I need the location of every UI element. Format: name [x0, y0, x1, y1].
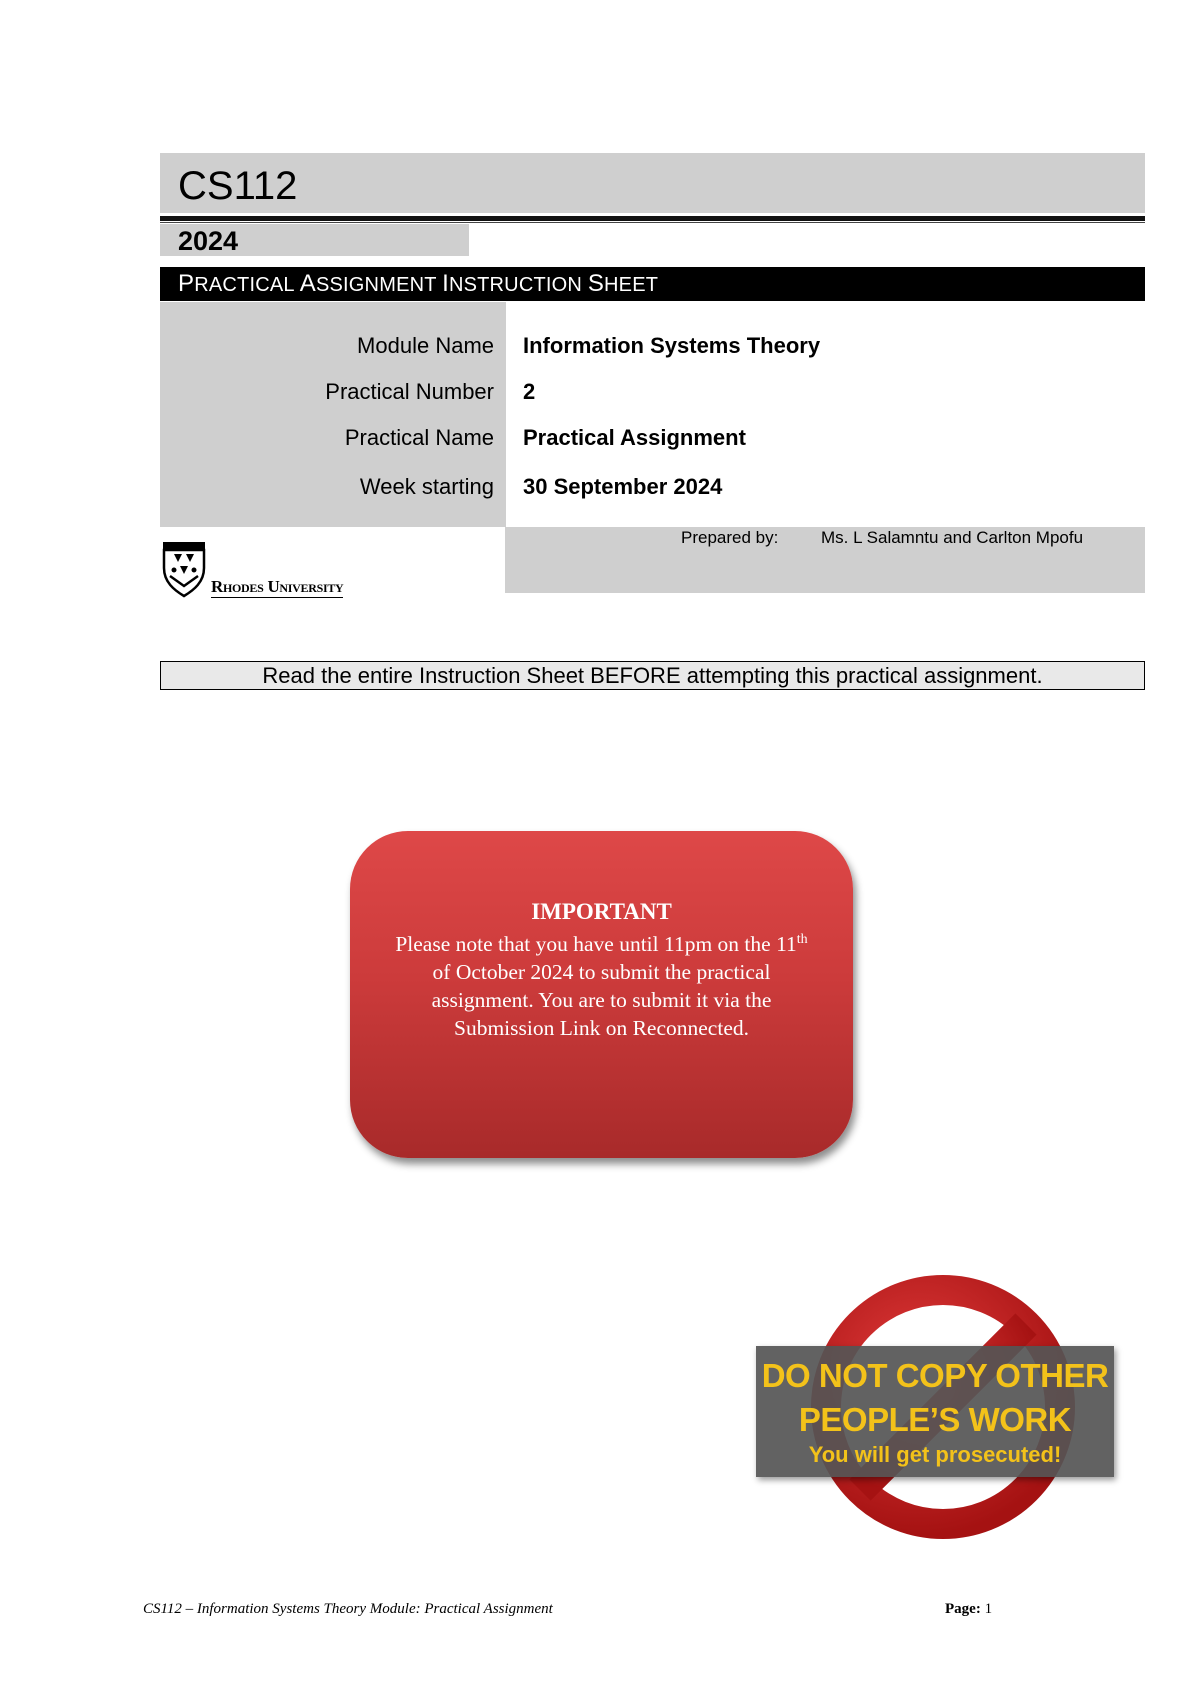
sheet-title-cap: A	[299, 270, 316, 297]
module-name-label: Module Name	[357, 333, 494, 358]
university-logo-text: Rhodes University	[211, 577, 344, 596]
header-rule	[160, 216, 1145, 221]
practical-name-label: Practical Name	[344, 425, 494, 450]
week-starting-label: Week starting	[359, 474, 494, 499]
footer-module-text: CS112 – Information Systems Theory Module: Practical Assignment	[143, 1601, 553, 1617]
important-body	[390, 926, 813, 1042]
year: 2024	[178, 226, 239, 256]
sheet-title	[178, 271, 658, 298]
prepared-by-label: Prepared by:	[681, 528, 779, 547]
page-number: 1	[984, 1601, 993, 1617]
week-starting-value: 30 September 2024	[523, 474, 723, 499]
important-body-text: Please note that you have until 11pm on the 11	[395, 932, 797, 957]
important-title: IMPORTANT	[531, 899, 672, 924]
important-body-superscript: th	[796, 932, 808, 947]
warning-line-3: You will get prosecuted!	[808, 1442, 1062, 1467]
read-instruction-notice: Read the entire Instruction Sheet BEFORE attempting this practical assignment.	[160, 661, 1145, 690]
sheet-title-cap: I	[442, 270, 449, 297]
crest-icon	[160, 540, 208, 598]
practical-name-value: Practical Assignment	[523, 425, 746, 450]
sheet-title-cap: P	[178, 270, 195, 297]
practical-number-value: 2	[523, 379, 536, 404]
prepared-by-value: Ms. L Salamntu and Carlton Mpofu	[821, 528, 1084, 547]
sheet-title-rest: HEET	[604, 274, 659, 296]
important-body-text: of October 2024 to submit the practical assignment. You are to submit it via the Submission Link on Reconnected.	[431, 960, 772, 1041]
warning-line-1: DO NOT COPY OTHER	[761, 1357, 1109, 1394]
warning-line-2: PEOPLE’S WORK	[798, 1401, 1072, 1438]
sheet-title-cap: S	[587, 270, 605, 297]
course-header-band	[160, 153, 1145, 213]
header-rule-thin	[160, 222, 1145, 223]
module-name-value: Information Systems Theory	[523, 333, 821, 358]
sheet-title-rest: SSIGNMENT	[315, 274, 443, 296]
practical-number-label: Practical Number	[325, 379, 494, 404]
course-code: CS112	[178, 164, 298, 208]
sheet-title-rest: RACTICAL	[194, 274, 300, 296]
page-label: Page:	[945, 1601, 981, 1617]
sheet-title-rest: NSTRUCTION	[448, 274, 588, 296]
footer-page	[945, 1600, 992, 1618]
